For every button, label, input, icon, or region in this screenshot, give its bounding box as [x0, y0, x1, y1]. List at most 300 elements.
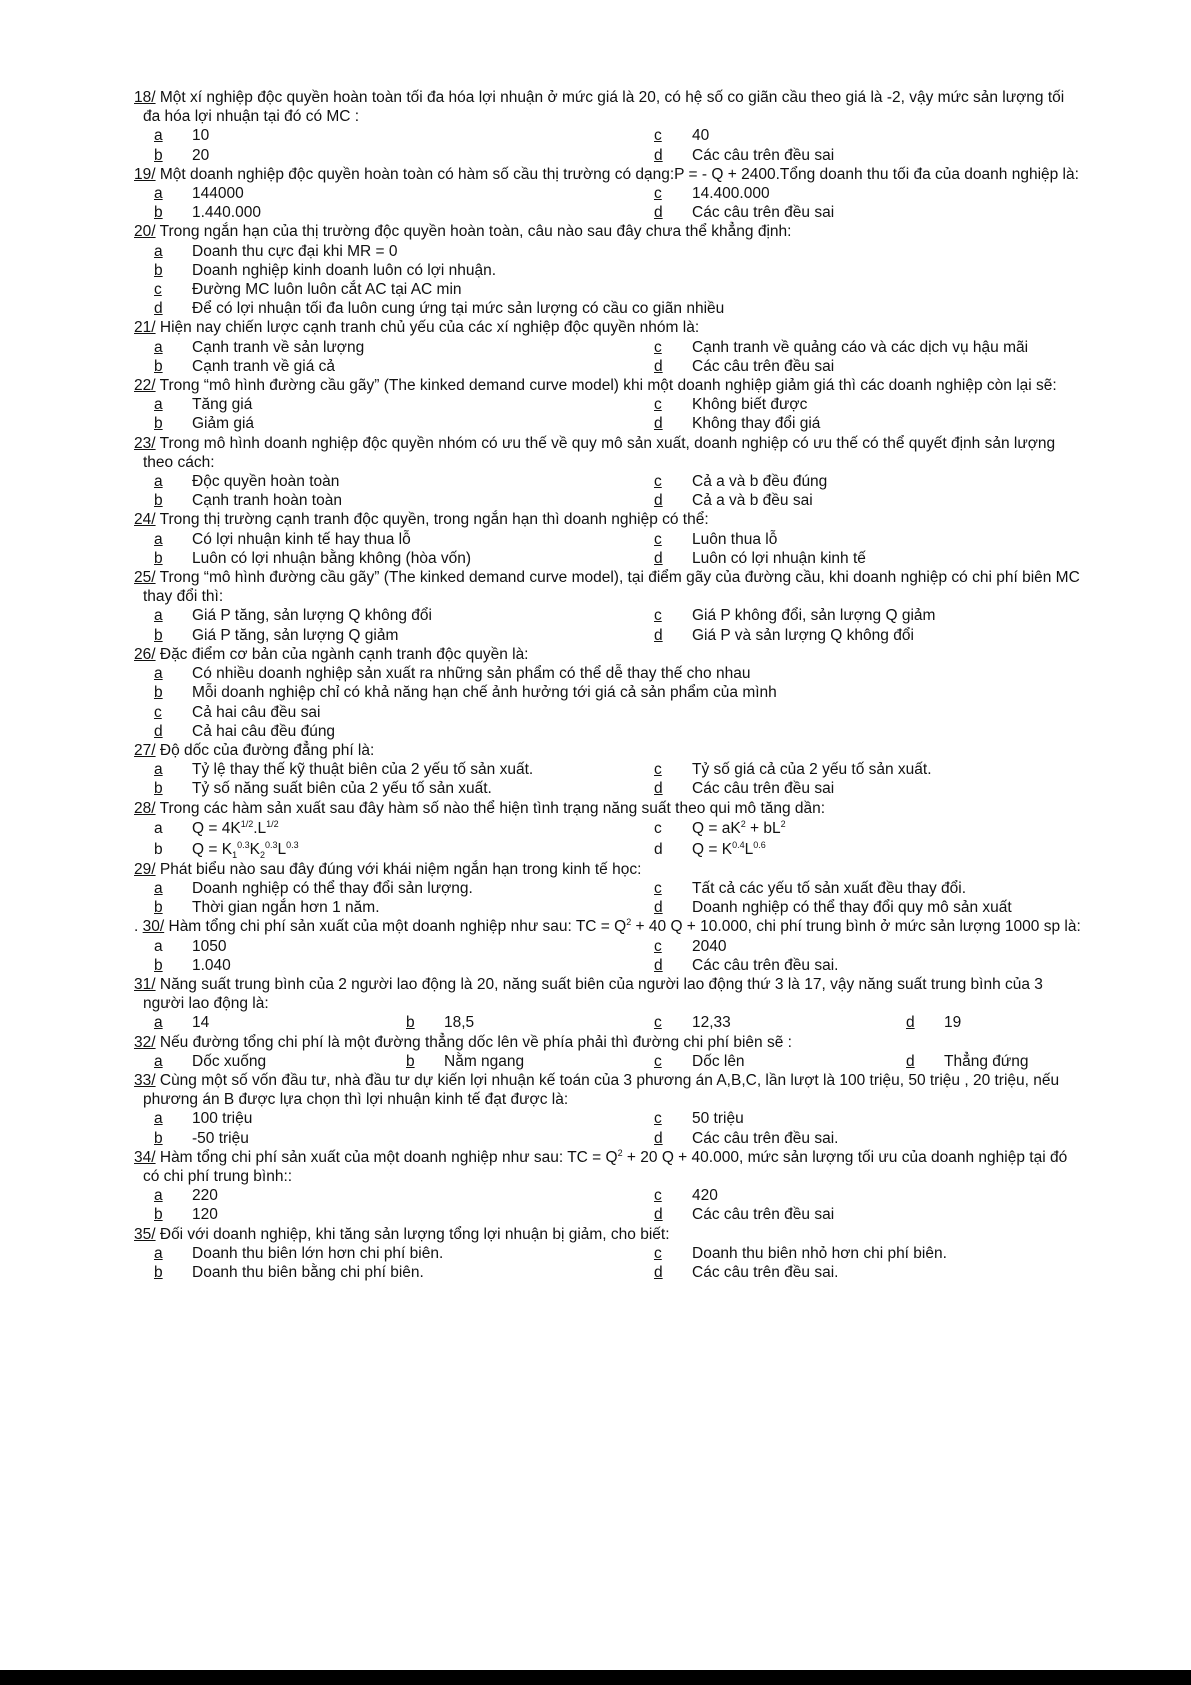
answer-option[interactable] — [634, 203, 1084, 222]
option-letter: b — [154, 357, 163, 375]
answer-options — [134, 242, 1084, 319]
option-text: Có nhiều doanh nghiệp sản xuất ra những sản phẩm có thể dễ thay thế cho nhau — [192, 665, 751, 683]
option-text: Các câu trên đều sai — [692, 146, 835, 164]
option-letter: d — [654, 840, 663, 858]
answer-option[interactable] — [134, 626, 634, 645]
answer-option[interactable] — [634, 760, 1084, 779]
option-text: Mỗi doanh nghiệp chỉ có khả năng hạn chế ảnh hưởng tới giá cả sản phẩm của mình — [192, 684, 777, 702]
option-text: Nằm ngang — [444, 1052, 525, 1070]
option-letter: b — [154, 415, 163, 433]
option-letter: b — [154, 899, 163, 917]
answer-option[interactable] — [134, 261, 1084, 280]
question-stem — [134, 318, 1084, 337]
option-letter: d — [154, 300, 163, 318]
question-number: 32/ — [134, 1033, 156, 1051]
answer-option[interactable] — [134, 203, 634, 222]
answer-options — [134, 1244, 1084, 1282]
option-text: Các câu trên đều sai — [692, 780, 835, 798]
option-text: Giá P và sản lượng Q không đổi — [692, 626, 914, 644]
answer-option[interactable] — [134, 1013, 386, 1032]
answer-option[interactable] — [634, 414, 1084, 433]
option-letter: d — [654, 956, 663, 974]
option-letter: d — [154, 722, 163, 740]
question-stem — [134, 222, 1084, 241]
question-text: Trong thị trường cạnh tranh độc quyền, trong ngắn hạn thì doanh nghiệp có thể: — [155, 511, 709, 529]
option-text: 120 — [192, 1206, 218, 1224]
question-text: Một xí nghiệp độc quyền hoàn toàn tối đa hóa lợi nhuận ở mức giá là 20, có hệ số co giãn cầu theo giá là -2, vậy mức sản lượng tối đa hóa lợi nhuận tại đó có MC : — [143, 89, 1065, 126]
answer-option[interactable] — [134, 184, 634, 203]
answer-options — [134, 879, 1084, 917]
question-stem — [134, 1033, 1084, 1052]
option-text: 100 triệu — [192, 1110, 253, 1128]
option-letter: c — [154, 703, 162, 721]
option-letter: b — [154, 549, 163, 567]
question-text: Một doanh nghiệp độc quyền hoàn toàn có hàm số cầu thị trường có dạng:P = - Q + 2400.Tổng doanh thu tối đa của doanh nghiệp là: — [155, 165, 1079, 183]
formula-text: $Q = 4K^{1/2}.L^{1/2}$ — [192, 818, 279, 837]
answer-option[interactable] — [134, 1205, 634, 1224]
question-29 — [134, 860, 1084, 918]
option-letter: b — [154, 1263, 163, 1281]
answer-option[interactable] — [634, 898, 1084, 917]
option-letter: a — [154, 1244, 163, 1262]
option-text: Cạnh tranh về sản lượng — [192, 338, 365, 356]
option-letter: c — [654, 1052, 662, 1070]
question-number: 18/ — [134, 89, 156, 106]
option-text: Cạnh tranh về quảng cáo và các dịch vụ hậu mãi — [692, 338, 1029, 356]
answer-option[interactable] — [634, 1013, 886, 1032]
answer-option[interactable] — [634, 956, 1084, 975]
answer-option[interactable] — [134, 126, 634, 145]
option-text: Để có lợi nhuận tối đa luôn cung ứng tại mức sản lượng có cầu co giãn nhiều — [192, 300, 725, 318]
answer-option[interactable] — [634, 1052, 886, 1071]
option-text: Giảm giá — [192, 415, 255, 433]
answer-option[interactable] — [634, 549, 1084, 568]
option-text: 20 — [192, 146, 210, 164]
answer-option[interactable] — [134, 1263, 634, 1282]
answer-option[interactable] — [134, 956, 634, 975]
option-text: Tỷ số năng suất biên của 2 yếu tố sản xuất. — [192, 780, 492, 798]
answer-option[interactable] — [634, 1129, 1084, 1148]
option-letter: a — [154, 185, 163, 203]
answer-option[interactable] — [134, 146, 634, 165]
option-text: Các câu trên đều sai. — [692, 1129, 839, 1147]
answer-option[interactable] — [634, 626, 1084, 645]
option-text: Giá P tăng, sản lượng Q giảm — [192, 626, 399, 644]
answer-option[interactable] — [134, 1129, 634, 1148]
answer-option[interactable] — [634, 839, 1084, 860]
answer-options — [134, 1052, 1084, 1071]
question-text: Năng suất trung bình của 2 người lao động là 20, năng suất biên của người lao động thứ 3 là 17, vậy năng suất trung bình của 3 người lao động là: — [143, 975, 1043, 1013]
question-stem — [134, 1225, 1084, 1244]
question-number: 34/ — [134, 1148, 156, 1166]
question-stem — [134, 860, 1084, 879]
question-33 — [134, 1071, 1084, 1148]
option-letter: d — [654, 1206, 663, 1224]
option-letter: d — [654, 780, 663, 798]
option-letter: d — [654, 146, 663, 164]
option-letter: a — [154, 937, 163, 955]
option-text: Độc quyền hoàn toàn — [192, 473, 340, 491]
option-letter: c — [654, 761, 662, 779]
option-text: Các câu trên đều sai. — [692, 956, 839, 974]
option-text: 1.440.000 — [192, 204, 261, 222]
option-text: Doanh thu biên bằng chi phí biên. — [192, 1263, 424, 1281]
question-text: Trong ngắn hạn của thị trường độc quyền hoàn toàn, câu nào sau đây chưa thể khẳng định: — [155, 223, 792, 241]
option-letter: a — [154, 879, 163, 897]
answer-option[interactable] — [134, 338, 634, 357]
option-text: 1.040 — [192, 956, 231, 974]
question-text: Đặc điểm cơ bản của ngành cạnh tranh độc quyền là: — [155, 645, 529, 663]
option-letter: a — [154, 530, 163, 548]
option-letter: b — [154, 684, 163, 702]
option-text: Các câu trên đều sai. — [692, 1263, 839, 1281]
answer-option[interactable] — [634, 530, 1084, 549]
question-text: Trong mô hình doanh nghiệp độc quyền nhóm có ưu thế về quy mô sản xuất, doanh nghiệp có ưu thế có thể quyết định sản lượng theo cách: — [143, 434, 1056, 471]
answer-options — [134, 1186, 1084, 1224]
option-text: 144000 — [192, 185, 244, 203]
answer-option[interactable] — [134, 898, 634, 917]
option-letter: c — [154, 281, 162, 299]
option-letter: d — [654, 1129, 663, 1147]
answer-option[interactable] — [134, 299, 1084, 318]
answer-options — [134, 1013, 1084, 1032]
option-letter: c — [654, 530, 662, 548]
option-text: 10 — [192, 127, 210, 145]
question-stem — [134, 568, 1084, 606]
question-number: 24/ — [134, 511, 156, 529]
option-letter: b — [154, 146, 163, 164]
question-text: Trong “mô hình đường cầu gãy” (The kinked demand curve model) khi một doanh nghiệp giảm giá thì các doanh nghiệp còn lại sẽ: — [155, 377, 1057, 395]
answer-options — [134, 184, 1084, 222]
option-letter: c — [654, 607, 662, 625]
question-text: Hàm tổng chi phí sản xuất của một doanh nghiệp như sau: TC = Q — [155, 1148, 618, 1166]
option-letter: c — [654, 1110, 662, 1128]
question-35 — [134, 1225, 1084, 1283]
question-20 — [134, 222, 1084, 318]
option-letter: b — [154, 261, 163, 279]
option-letter: c — [654, 879, 662, 897]
option-letter: b — [154, 780, 163, 798]
answer-option[interactable] — [634, 879, 1084, 898]
answer-option[interactable] — [634, 1186, 1084, 1205]
answer-option[interactable] — [886, 1052, 1084, 1071]
option-letter: d — [654, 1263, 663, 1281]
option-text: Dốc xuống — [192, 1052, 267, 1070]
answer-option[interactable] — [134, 1244, 634, 1263]
answer-option[interactable] — [634, 491, 1084, 510]
option-text: 420 — [692, 1187, 718, 1205]
answer-option[interactable] — [134, 779, 634, 798]
option-letter: a — [154, 607, 163, 625]
option-letter: b — [154, 492, 163, 510]
question-number: 20/ — [134, 223, 156, 241]
option-text: 14 — [192, 1014, 210, 1032]
answer-option[interactable] — [634, 779, 1084, 798]
answer-option[interactable] — [634, 937, 1084, 956]
answer-option[interactable] — [634, 338, 1084, 357]
option-text: Giá P không đổi, sản lượng Q giảm — [692, 607, 936, 625]
answer-option[interactable] — [134, 703, 1084, 722]
answer-option[interactable] — [134, 1109, 634, 1128]
question-number: 33/ — [134, 1071, 156, 1089]
option-letter: a — [154, 665, 163, 683]
answer-option[interactable] — [634, 395, 1084, 414]
option-letter: b — [154, 626, 163, 644]
answer-option[interactable] — [386, 1052, 634, 1071]
question-stem — [134, 376, 1084, 395]
option-letter: c — [654, 819, 662, 837]
answer-options — [134, 530, 1084, 568]
option-text: 19 — [944, 1014, 962, 1032]
option-text: Có lợi nhuận kinh tế hay thua lỗ — [192, 530, 411, 548]
option-letter: b — [154, 1206, 163, 1224]
answer-option[interactable] — [634, 146, 1084, 165]
option-letter: a — [154, 1187, 163, 1205]
answer-option[interactable] — [886, 1013, 1084, 1032]
answer-options — [134, 1109, 1084, 1147]
option-letter: d — [654, 415, 663, 433]
option-letter: a — [154, 819, 163, 837]
option-text: 50 triệu — [692, 1110, 744, 1128]
answer-option[interactable] — [634, 1263, 1084, 1282]
option-text: Luôn thua lỗ — [692, 530, 778, 548]
option-text: Tỷ số giá cả của 2 yếu tố sản xuất. — [692, 761, 932, 779]
answer-option[interactable] — [134, 549, 634, 568]
answer-option[interactable] — [134, 839, 634, 860]
bottom-border — [0, 1670, 1191, 1685]
answer-option[interactable] — [634, 1109, 1084, 1128]
option-text: Doanh nghiệp kinh doanh luôn có lợi nhuận. — [192, 261, 497, 279]
question-stem — [134, 799, 1084, 818]
option-letter: c — [654, 937, 662, 955]
option-letter: b — [154, 956, 163, 974]
answer-option[interactable] — [634, 357, 1084, 376]
answer-options — [134, 338, 1084, 376]
option-text: Doanh nghiệp có thể thay đổi sản lượng. — [192, 879, 473, 897]
option-text: Doanh nghiệp có thể thay đổi quy mô sản xuất — [692, 899, 1012, 917]
exam-page — [134, 88, 1084, 1282]
answer-option[interactable] — [134, 242, 1084, 261]
option-text: Cả a và b đều đúng — [692, 473, 828, 491]
option-letter: c — [654, 338, 662, 356]
question-24 — [134, 510, 1084, 568]
question-text: Trong “mô hình đường cầu gãy” (The kinked demand curve model), tại điểm gãy của đường cầu, khi doanh nghiệp có chi phí biên MC thay đổi thì: — [143, 569, 1080, 606]
option-letter: d — [906, 1014, 915, 1032]
answer-option[interactable] — [134, 1052, 386, 1071]
option-letter: d — [654, 626, 663, 644]
option-text: Không thay đổi giá — [692, 415, 821, 433]
option-text: Thẳng đứng — [944, 1052, 1029, 1070]
answer-option[interactable] — [134, 937, 634, 956]
option-letter: b — [154, 1129, 163, 1147]
question-text: Trong các hàm sản xuất sau đây hàm số nào thể hiện tình trạng năng suất theo qui mô tăng dần: — [155, 799, 826, 817]
answer-option[interactable] — [134, 395, 634, 414]
answer-option[interactable] — [634, 472, 1084, 491]
answer-option[interactable] — [134, 606, 634, 625]
option-letter: d — [654, 549, 663, 567]
option-letter: d — [654, 357, 663, 375]
answer-option[interactable] — [134, 722, 1084, 741]
question-stem — [134, 165, 1084, 184]
formula-text: $Q = K^{0.4}L^{0.6}$ — [692, 839, 766, 858]
option-letter: a — [154, 1052, 163, 1070]
question-stem — [134, 510, 1084, 529]
option-text: 14.400.000 — [692, 185, 770, 203]
option-text: 1050 — [192, 937, 227, 955]
question-25 — [134, 568, 1084, 645]
answer-option[interactable] — [134, 1186, 634, 1205]
option-text: Dốc lên — [692, 1052, 745, 1070]
question-stem — [134, 645, 1084, 664]
answer-option[interactable] — [134, 491, 634, 510]
option-letter: a — [154, 127, 163, 145]
answer-option[interactable] — [134, 879, 634, 898]
option-letter: b — [406, 1052, 415, 1070]
option-text: Cả hai câu đều sai — [192, 703, 321, 721]
option-letter: c — [654, 1187, 662, 1205]
answer-options — [134, 395, 1084, 433]
answer-option[interactable] — [634, 184, 1084, 203]
option-letter: b — [154, 840, 163, 858]
question-text: Hiện nay chiến lược cạnh tranh chủ yếu của các xí nghiệp độc quyền nhóm là: — [155, 319, 700, 337]
answer-option[interactable] — [634, 606, 1084, 625]
question-text: Hàm tổng chi phí sản xuất của một doanh nghiệp như sau: TC = Q — [164, 918, 627, 936]
option-text: 2040 — [692, 937, 727, 955]
option-text: Cả hai câu đều đúng — [192, 722, 336, 740]
question-21 — [134, 318, 1084, 376]
option-text: 18,5 — [444, 1014, 475, 1032]
option-text: 12,33 — [692, 1014, 731, 1032]
formula-text: $Q = aK^2 + bL^2$ — [692, 818, 786, 837]
answer-options — [134, 760, 1084, 798]
answer-option[interactable] — [134, 280, 1084, 299]
question-stem — [134, 434, 1084, 472]
question-text: Cùng một số vốn đầu tư, nhà đầu tư dự kiến lợi nhuận kế toán của 3 phương án A,B,C, lần lượt là 100 triệu, 50 triệu , 20 triệu, nếu phương án B được lựa chọn thì lợi nhuận kinh tế đạt được là: — [143, 1071, 1060, 1109]
option-letter: c — [654, 473, 662, 491]
option-letter: d — [654, 899, 663, 917]
question-19 — [134, 165, 1084, 223]
option-letter: a — [154, 761, 163, 779]
question-number: 30/ — [142, 918, 165, 936]
option-letter: a — [154, 1110, 163, 1128]
option-letter: a — [154, 473, 163, 491]
option-text: Không biết được — [692, 396, 808, 414]
option-text: Cạnh tranh hoàn toàn — [192, 492, 342, 510]
question-number: 27/ — [134, 741, 156, 759]
question-stem: 34/ Hàm tổng chi phí sản xuất của một doanh nghiệp như sau: TC = $Q^2 + 20$ Q + 40.000, mức sản lượng tối ưu của doanh nghiệp tại đó có chi phí trung bình:: — [134, 1147, 1068, 1185]
answer-options — [134, 937, 1084, 975]
question-number: 25/ — [134, 569, 156, 587]
option-text: Các câu trên đều sai — [692, 1206, 835, 1224]
answer-options — [134, 606, 1084, 644]
option-letter: b — [406, 1014, 415, 1032]
option-text: Đường MC luôn luôn cắt AC tại AC min — [192, 281, 462, 299]
question-number: 29/ — [134, 860, 156, 878]
option-text: -50 triệu — [192, 1129, 249, 1147]
question-stem — [134, 88, 1084, 126]
question-18 — [134, 88, 1084, 165]
question-number: 31/ — [134, 975, 156, 993]
option-text: Luôn có lợi nhuận kinh tế — [692, 549, 866, 567]
question-stem: . 30/ Hàm tổng chi phí sản xuất của một doanh nghiệp như sau: TC = $Q^2 + 40$ Q + 10.000, chi phí trung bình ở mức sản lượng 1000 sp là: — [134, 917, 1081, 936]
option-letter: d — [906, 1052, 915, 1070]
question-23 — [134, 434, 1084, 511]
question-number: 35/ — [134, 1225, 156, 1243]
option-letter: d — [654, 204, 663, 222]
option-letter: c — [654, 127, 662, 145]
answer-option[interactable] — [634, 818, 1084, 839]
option-letter: c — [654, 396, 662, 414]
question-31 — [134, 975, 1084, 1033]
option-text: Thời gian ngắn hơn 1 năm. — [192, 899, 380, 917]
question-34 — [134, 1148, 1084, 1225]
answer-options — [134, 664, 1084, 741]
question-text: Phát biểu nào sau đây đúng với khái niệm ngắn hạn trong kinh tế học: — [155, 860, 642, 878]
answer-option[interactable] — [634, 1244, 1084, 1263]
answer-options — [134, 472, 1084, 510]
question-22 — [134, 376, 1084, 434]
question-text: Đối với doanh nghiệp, khi tăng sản lượng tổng lợi nhuận bị giảm, cho biết: — [155, 1225, 670, 1243]
question-number: 21/ — [134, 319, 156, 337]
answer-option[interactable] — [134, 664, 1084, 683]
answer-option[interactable] — [134, 357, 634, 376]
option-letter: c — [654, 185, 662, 203]
answer-option[interactable] — [634, 126, 1084, 145]
option-text: Doanh thu cực đại khi MR = 0 — [192, 242, 398, 260]
question-text: Độ dốc của đường đẳng phí là: — [155, 741, 375, 759]
answer-option[interactable] — [134, 472, 634, 491]
question-32 — [134, 1033, 1084, 1071]
question-text: Nếu đường tổng chi phí là một đường thẳng dốc lên về phía phải thì đường chi phí biên sẽ : — [155, 1033, 792, 1051]
option-letter: a — [154, 396, 163, 414]
question-stem — [134, 1071, 1084, 1109]
option-text: Các câu trên đều sai — [692, 204, 835, 222]
option-letter: a — [154, 338, 163, 356]
question-27 — [134, 741, 1084, 799]
option-text: Tỷ lệ thay thế kỹ thuật biên của 2 yếu tố sản xuất. — [192, 761, 534, 779]
option-letter: c — [654, 1244, 662, 1262]
option-text: Cả a và b đều sai — [692, 492, 813, 510]
option-text: Doanh thu biên nhỏ hơn chi phí biên. — [692, 1244, 947, 1262]
option-letter: b — [154, 204, 163, 222]
answer-option[interactable] — [134, 530, 634, 549]
answer-options — [134, 818, 1084, 860]
answer-option[interactable] — [134, 760, 634, 779]
formula-text: $Q = K_1^{0.3}K_2^{0.3}L^{0.3}$ — [192, 839, 299, 860]
question-number: 28/ — [134, 799, 156, 817]
answer-option[interactable] — [134, 683, 1084, 702]
option-letter: d — [654, 492, 663, 510]
question-stem — [134, 741, 1084, 760]
answer-option[interactable] — [134, 414, 634, 433]
answer-option[interactable] — [134, 818, 634, 839]
question-number: 23/ — [134, 434, 156, 452]
question-26 — [134, 645, 1084, 741]
question-number: 19/ — [134, 165, 156, 183]
answer-option[interactable] — [634, 1205, 1084, 1224]
option-letter: a — [154, 242, 163, 260]
option-text: Các câu trên đều sai — [692, 357, 835, 375]
option-text: Giá P tăng, sản lượng Q không đổi — [192, 607, 432, 625]
option-text: Luôn có lợi nhuận bằng không (hòa vốn) — [192, 549, 472, 567]
answer-options — [134, 126, 1084, 164]
question-number: 26/ — [134, 645, 156, 663]
option-text: 220 — [192, 1187, 218, 1205]
answer-option[interactable] — [386, 1013, 634, 1032]
option-text: 40 — [692, 127, 710, 145]
option-letter: a — [154, 1014, 163, 1032]
option-text: Doanh thu biên lớn hơn chi phí biên. — [192, 1244, 444, 1262]
